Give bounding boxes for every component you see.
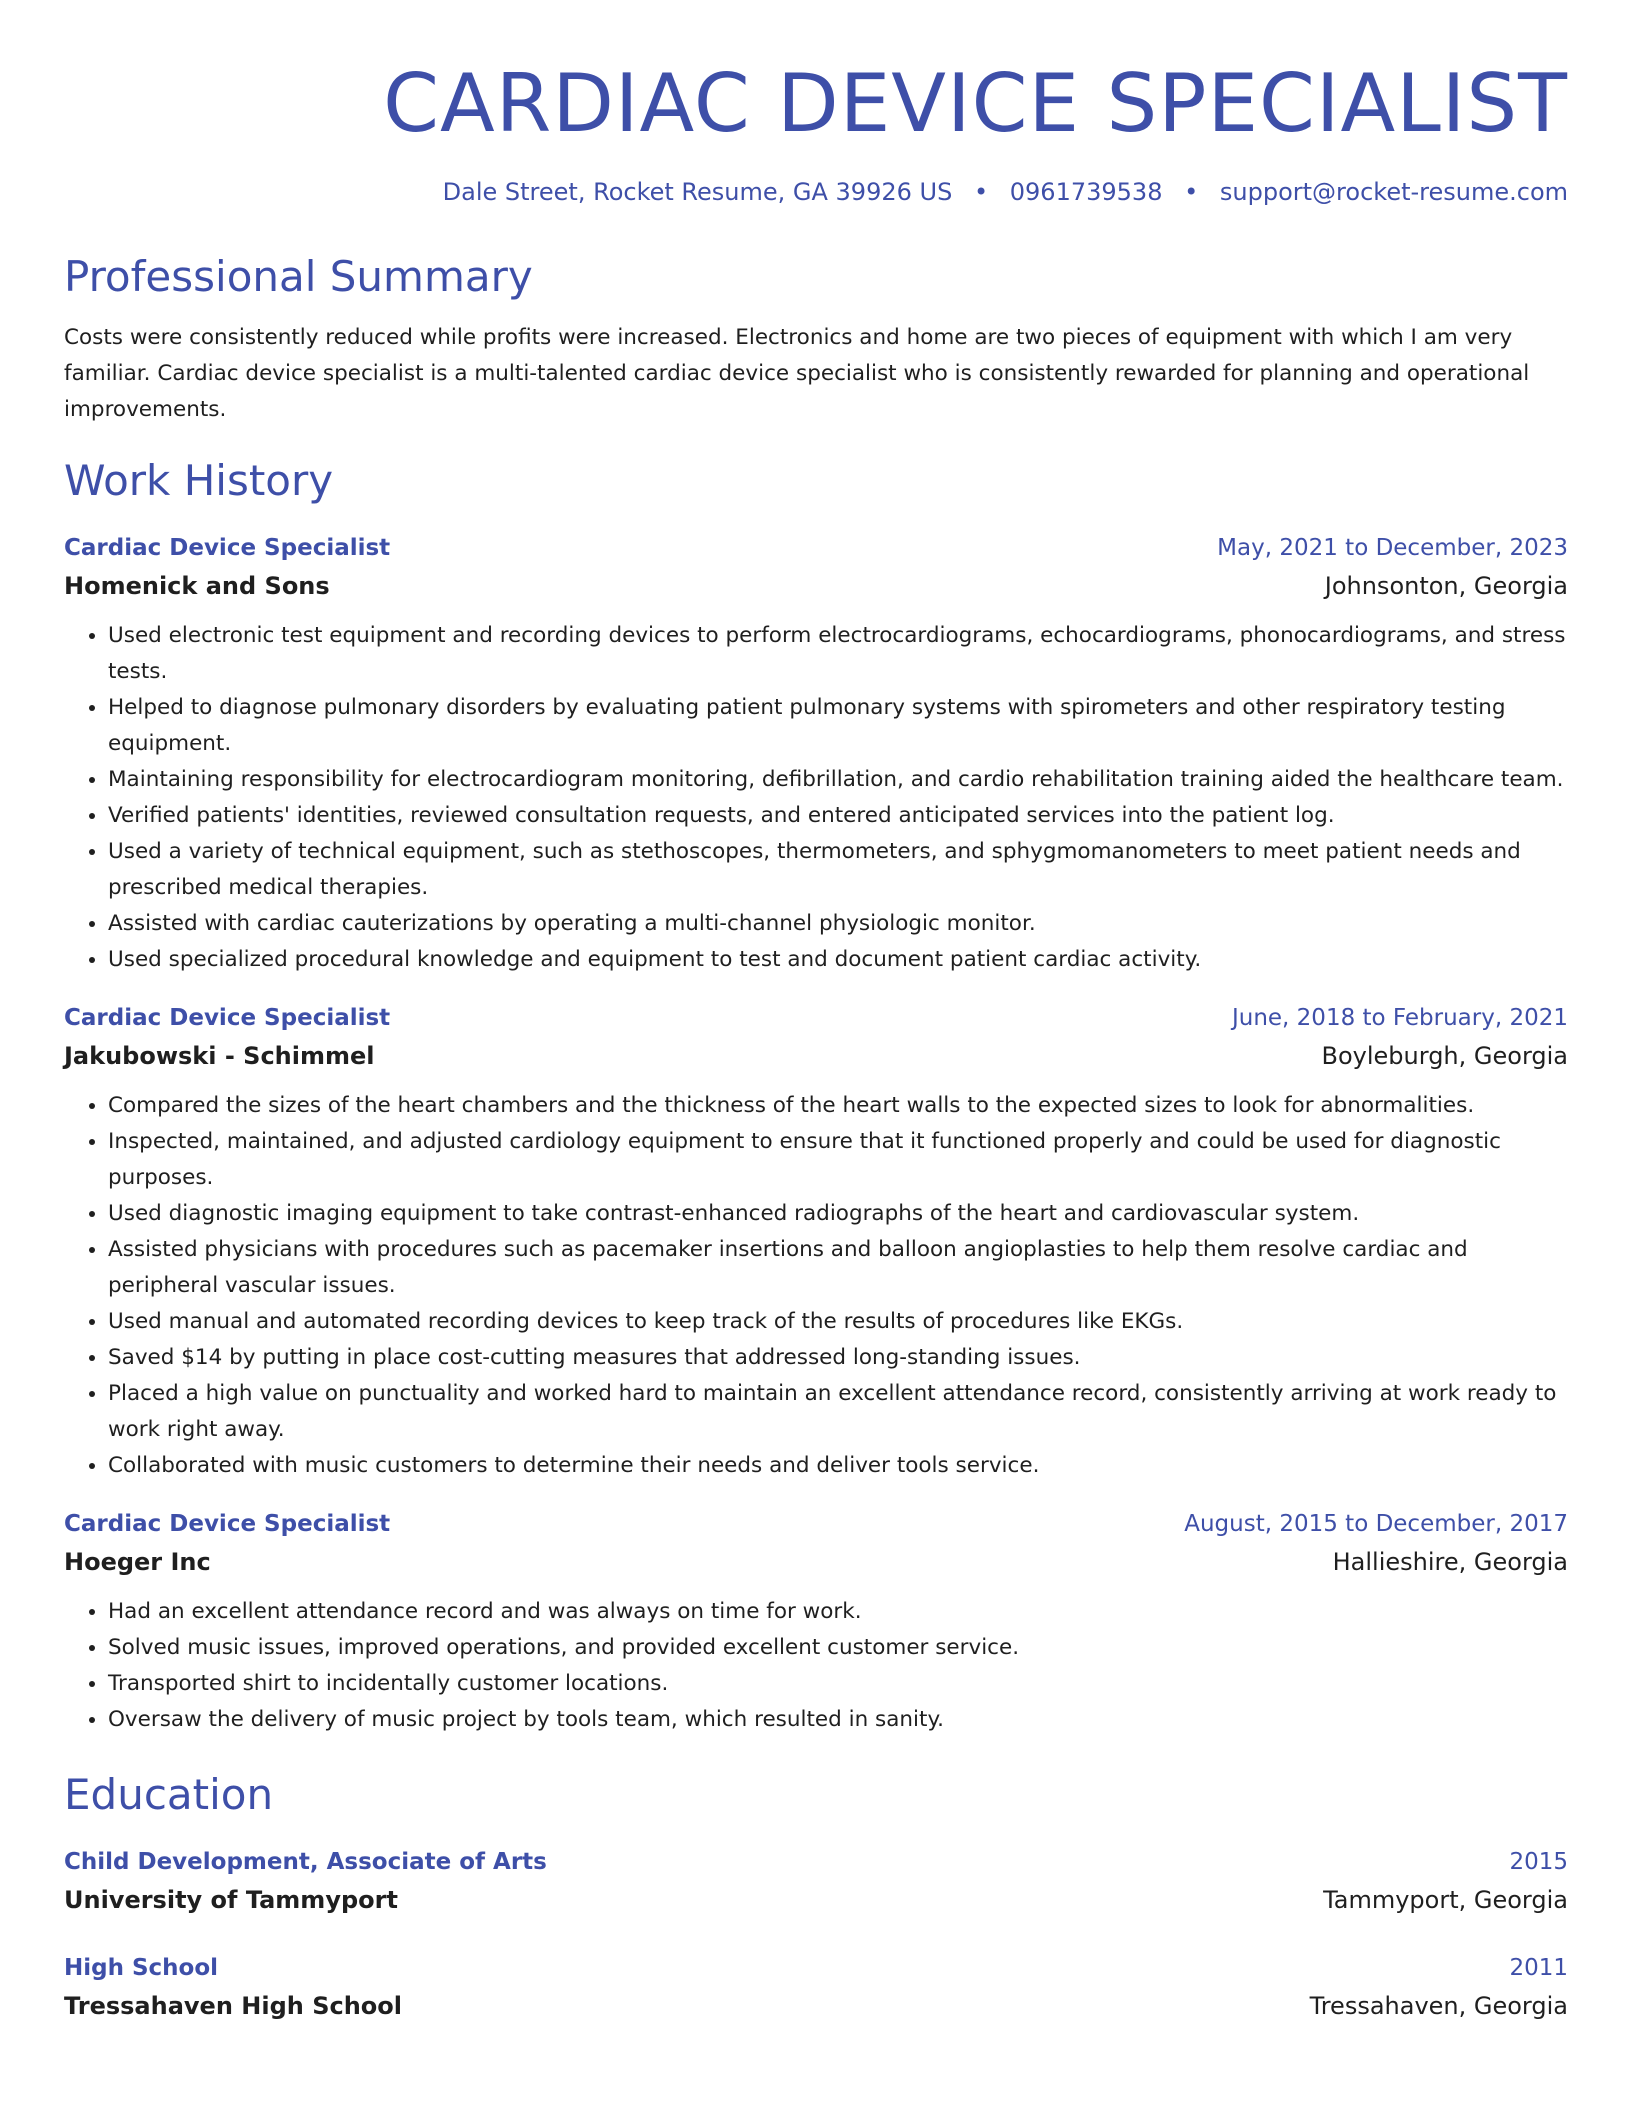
job-header-row — [64, 1506, 1568, 1542]
job-bullet: • Used specialized procedural knowledge and equipment to test and document patient cardiac activity. — [108, 942, 1568, 978]
job-dates: June, 2018 to February, 2021 — [1231, 1005, 1568, 1031]
job-bullet: • Verified patients' identities, reviewed consultation requests, and entered anticipated services into the patient log. — [108, 798, 1568, 834]
job-bullet: • Used diagnostic imaging equipment to take contrast-enhanced radiographs of the heart and cardiovascular system. — [108, 1196, 1568, 1232]
education-school-row — [64, 1880, 1568, 1920]
education-year: 2015 — [1509, 1849, 1568, 1875]
job-bullets — [64, 1594, 1568, 1738]
education-school-row — [64, 1986, 1568, 2026]
job-header-row — [64, 530, 1568, 566]
education-location: Tammyport, Georgia — [1323, 1886, 1568, 1914]
job-bullet: • Collaborated with music customers to determine their needs and deliver tools service. — [108, 1448, 1568, 1484]
job-entry — [64, 1000, 1568, 1484]
education-year: 2011 — [1509, 1955, 1568, 1981]
education-school: Tressahaven High School — [64, 1992, 402, 2020]
job-entry — [64, 1506, 1568, 1738]
job-bullet: • Transported shirt to incidentally customer locations. — [108, 1666, 1568, 1702]
contact-separator: • — [973, 178, 989, 206]
job-bullet: • Compared the sizes of the heart chambers and the thickness of the heart walls to the expected sizes to look for abnormalities. — [108, 1088, 1568, 1124]
summary-text: Costs were consistently reduced while profits were increased. Electronics and home are two pieces of equipment with which I am very familiar. Cardiac device specialist is a multi-talented cardiac device specialist who is consistently rewarded for planning and operational improvements. — [64, 325, 1530, 422]
job-bullet: • Placed a high value on punctuality and worked hard to maintain an excellent attendance record, consistently arriving at work ready to work right away. — [108, 1376, 1568, 1448]
job-bullet: • Helped to diagnose pulmonary disorders by evaluating patient pulmonary systems with spirometers and other respiratory testing equipment. — [108, 690, 1568, 762]
job-bullet: • Assisted with cardiac cauterizations by operating a multi-channel physiologic monitor. — [108, 906, 1568, 942]
job-location: Johnsonton, Georgia — [1324, 572, 1568, 600]
contact-address: Dale Street, Rocket Resume, GA 39926 US — [442, 178, 953, 206]
candidate-name: CARDIAC DEVICE SPECIALIST — [383, 57, 1568, 150]
job-company: Jakubowski - Schimmel — [64, 1042, 375, 1070]
education-location: Tressahaven, Georgia — [1309, 1992, 1568, 2020]
contact-phone: 0961739538 — [1009, 178, 1163, 206]
job-company-row — [64, 1542, 1568, 1582]
job-bullets — [64, 1088, 1568, 1484]
education-header-row — [64, 1950, 1568, 1986]
contact-email: support@rocket-resume.com — [1219, 178, 1568, 206]
contact-separator: • — [1184, 178, 1199, 206]
education-list — [64, 1844, 1568, 2026]
education-entry — [64, 1844, 1568, 1920]
job-bullet: • Had an excellent attendance record and was always on time for work. — [108, 1594, 1568, 1630]
job-entry — [64, 530, 1568, 978]
job-bullet: • Assisted physicians with procedures such as pacemaker insertions and balloon angioplasties to help them resolve cardiac and peripheral vascular issues. — [108, 1232, 1568, 1304]
education-heading: Education — [64, 1770, 274, 1819]
job-dates: May, 2021 to December, 2023 — [1217, 535, 1568, 561]
summary-heading: Professional Summary — [64, 252, 533, 301]
job-header-row — [64, 1000, 1568, 1036]
job-title: Cardiac Device Specialist — [64, 1005, 391, 1031]
education-degree: High School — [64, 1955, 219, 1981]
education-school: University of Tammyport — [64, 1886, 398, 1914]
work-history-heading: Work History — [64, 456, 334, 505]
job-company-row — [64, 1036, 1568, 1076]
job-company: Homenick and Sons — [64, 572, 330, 600]
work-history-list — [64, 530, 1568, 1738]
job-title: Cardiac Device Specialist — [64, 1511, 391, 1537]
job-title: Cardiac Device Specialist — [64, 535, 391, 561]
job-bullet: • Maintaining responsibility for electrocardiogram monitoring, defibrillation, and cardio rehabilitation training aided the healthcare team. — [108, 762, 1568, 798]
job-location: Boyleburgh, Georgia — [1321, 1042, 1568, 1070]
education-entry — [64, 1950, 1568, 2026]
job-location: Hallieshire, Georgia — [1332, 1548, 1568, 1576]
job-bullet: • Solved music issues, improved operations, and provided excellent customer service. — [108, 1630, 1568, 1666]
resume-header — [64, 56, 1568, 206]
job-company-row — [64, 566, 1568, 606]
job-bullets — [64, 618, 1568, 978]
job-bullet: • Used a variety of technical equipment, such as stethoscopes, thermometers, and sphygmomanometers to meet patient needs and prescribed medical therapies. — [108, 834, 1568, 906]
education-header-row — [64, 1844, 1568, 1880]
job-bullet: • Used manual and automated recording devices to keep track of the results of procedures like EKGs. — [108, 1304, 1568, 1340]
job-bullet: • Saved $14 by putting in place cost-cutting measures that addressed long-standing issues. — [108, 1340, 1568, 1376]
education-degree: Child Development, Associate of Arts — [64, 1849, 547, 1875]
job-dates: August, 2015 to December, 2017 — [1184, 1511, 1568, 1537]
job-bullet: • Oversaw the delivery of music project by tools team, which resulted in sanity. — [108, 1702, 1568, 1738]
job-bullet: • Used electronic test equipment and recording devices to perform electrocardiograms, echocardiograms, phonocardiograms, and stress tests. — [108, 618, 1568, 690]
job-company: Hoeger Inc — [64, 1548, 211, 1576]
contact-line — [64, 178, 1568, 206]
job-bullet: • Inspected, maintained, and adjusted cardiology equipment to ensure that it functioned properly and could be used for diagnostic purposes. — [108, 1124, 1568, 1196]
